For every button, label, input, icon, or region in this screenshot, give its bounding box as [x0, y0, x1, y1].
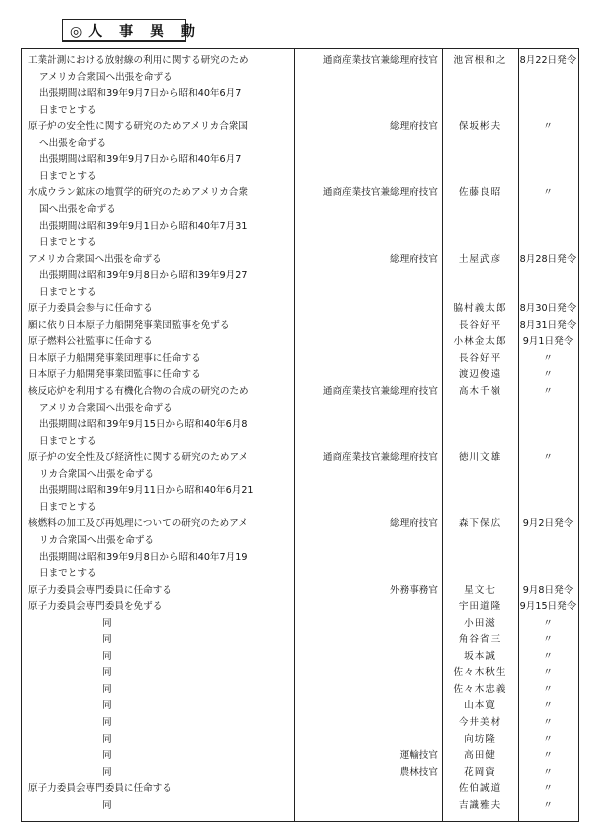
order-text: 同	[102, 766, 112, 778]
person-name: 渡辺俊遠	[458, 369, 502, 381]
issue-date: 8月31日発令	[519, 319, 577, 331]
order-text: 出張期間は昭和39年9月8日から昭和40年7月19	[39, 551, 248, 563]
table-row	[22, 252, 578, 268]
official-title: 外務事務官	[390, 584, 438, 596]
order-text: 同	[102, 683, 112, 695]
official-title: 通商産業技官兼総理府技官	[322, 386, 438, 397]
person-name: 佐々木忠義	[453, 683, 507, 695]
issue-date: 〃	[543, 352, 553, 364]
table-row	[22, 434, 578, 450]
issue-date: 9月15日発令	[519, 601, 577, 613]
person-name: 坂本誠	[464, 650, 496, 662]
order-text: 原子力委員会参与に任命する	[28, 303, 153, 315]
person-name: 徳川文雄	[458, 452, 502, 464]
person-name: 土屋武彦	[458, 253, 502, 265]
order-text: 出張期間は昭和39年9月8日から昭和39年9月27	[39, 270, 248, 282]
person-name: 今井美材	[458, 717, 502, 728]
issue-date: 〃	[543, 187, 553, 199]
order-text: 同	[102, 717, 112, 728]
person-name: 佐伯誠道	[458, 783, 502, 795]
issue-date: 8月22日発令	[519, 55, 577, 66]
person-name: 向坊隆	[464, 733, 496, 745]
person-name: 小田滋	[464, 617, 496, 629]
table-row	[22, 649, 578, 665]
order-text: 原子力委員会専門委員に任命する	[28, 584, 172, 596]
table-row	[22, 632, 578, 648]
order-text: 出張期間は昭和39年9月11日から昭和40年6月21	[39, 485, 254, 497]
issue-date: 9月8日発令	[522, 584, 574, 596]
order-text: 国へ出張を命ずる	[39, 203, 116, 215]
table-row	[22, 566, 578, 582]
issue-date: 9月2日発令	[522, 518, 574, 530]
table-row	[22, 450, 578, 466]
table-row	[22, 765, 578, 781]
order-text: 原子炉の安全性及び経済性に関する研究のためアメ	[28, 452, 249, 464]
order-text: 日までとする	[39, 104, 97, 116]
table-row	[22, 665, 578, 681]
table-row	[22, 599, 578, 615]
order-text: 日までとする	[39, 568, 97, 580]
order-text: 日までとする	[39, 435, 97, 447]
person-name: 角谷省三	[458, 634, 502, 646]
order-text: 同	[102, 650, 112, 662]
order-text: 出張期間は昭和39年9月15日から昭和40年6月8	[39, 419, 248, 431]
order-text: 工業計測における放射線の利用に関する研究のため	[28, 55, 249, 66]
person-name: 佐藤良昭	[458, 187, 502, 199]
order-text: 水成ウラン鉱床の地質学的研究のためアメリカ合衆	[28, 187, 248, 199]
order-text: 同	[102, 750, 112, 762]
person-name: 脇村義太郎	[453, 303, 507, 315]
order-text: 原子燃料公社監事に任命する	[28, 336, 153, 348]
table-row	[22, 351, 578, 367]
issue-date: 〃	[543, 667, 553, 679]
issue-date: 8月30日発令	[519, 303, 577, 315]
order-text: アメリカ合衆国へ出張を命ずる	[39, 71, 173, 83]
order-text: 出張期間は昭和39年9月7日から昭和40年6月7	[39, 154, 242, 166]
table-row	[22, 533, 578, 549]
official-title: 通商産業技官兼総理府技官	[322, 187, 438, 199]
table-row	[22, 401, 578, 417]
table-row	[22, 103, 578, 119]
official-title: 総理府技官	[390, 253, 438, 265]
order-text: 核反応炉を利用する有機化合物の合成の研究のため	[28, 386, 249, 397]
order-text: 日までとする	[39, 501, 97, 513]
table-row	[22, 235, 578, 251]
table-row	[22, 119, 578, 135]
table-row	[22, 516, 578, 532]
order-text: 同	[102, 617, 112, 629]
person-name: 花岡資	[464, 766, 496, 778]
order-text: アメリカ合衆国へ出張を命ずる	[39, 402, 173, 414]
order-text: 同	[102, 667, 112, 679]
order-text: 同	[102, 700, 112, 712]
order-text: 日本原子力船開発事業団理事に任命する	[28, 352, 201, 364]
order-text: 日までとする	[39, 286, 97, 298]
order-text: へ出張を命ずる	[39, 137, 107, 149]
order-text: アメリカ合衆国へ出張を命ずる	[28, 253, 162, 265]
table-row	[22, 781, 578, 797]
table-row	[22, 550, 578, 566]
table-row	[22, 384, 578, 400]
issue-date: 〃	[543, 650, 553, 662]
official-title: 通商産業技官兼総理府技官	[322, 55, 438, 66]
order-text: リカ合衆国へ出張を命ずる	[39, 534, 155, 546]
table-row	[22, 152, 578, 168]
table-row	[22, 268, 578, 284]
table-row	[22, 732, 578, 748]
table-row	[22, 583, 578, 599]
issue-date: 〃	[543, 634, 553, 646]
order-text: 核燃料の加工及び再処理についての研究のためアメ	[28, 518, 248, 530]
order-text: 日本原子力船開発事業団監事に任命する	[28, 369, 201, 381]
issue-date: 〃	[543, 783, 553, 795]
issue-date: 〃	[543, 369, 553, 381]
official-title: 運輸技官	[399, 750, 438, 762]
order-text: 日までとする	[39, 170, 97, 182]
person-name: 池宮根和之	[453, 55, 507, 66]
official-title: 農林技官	[399, 766, 438, 778]
issue-date: 〃	[543, 617, 553, 629]
issue-date: 8月28日発令	[519, 253, 577, 265]
table-row	[22, 500, 578, 516]
order-text: 原子力委員会専門委員を免ずる	[28, 601, 163, 613]
issue-date: 〃	[543, 700, 553, 712]
person-name: 山本寛	[464, 700, 496, 712]
table-row	[22, 53, 578, 69]
issue-date: 〃	[543, 750, 553, 762]
person-name: 宇田道隆	[458, 601, 502, 613]
order-text: 願に依り日本原子力船開発事業団監事を免ずる	[28, 319, 230, 331]
person-name: 高木千嶺	[458, 386, 502, 397]
order-text: 出張期間は昭和39年9月7日から昭和40年6月7	[39, 88, 242, 100]
order-text: 同	[102, 634, 112, 646]
person-name: 星文七	[464, 584, 496, 596]
order-text: 日までとする	[39, 237, 97, 249]
table-row	[22, 698, 578, 714]
table-row	[22, 483, 578, 499]
page-title: ◎人 事 異 動	[70, 24, 201, 40]
official-title: 通商産業技官兼総理府技官	[322, 452, 438, 464]
person-name: 吉識雅夫	[458, 799, 502, 811]
order-text: 原子炉の安全性に関する研究のためアメリカ合衆国	[28, 121, 248, 133]
table-row	[22, 334, 578, 350]
table-row	[22, 285, 578, 301]
issue-date: 〃	[543, 683, 553, 695]
table-row	[22, 185, 578, 201]
person-name: 佐々木秋生	[453, 667, 507, 679]
person-name: 長谷好平	[458, 319, 502, 331]
table-row	[22, 417, 578, 433]
issue-date: 〃	[543, 733, 553, 745]
issue-date: 〃	[543, 717, 553, 728]
table-row	[22, 467, 578, 483]
issue-date: 〃	[543, 386, 553, 397]
issue-date: 〃	[543, 452, 553, 464]
table-row	[22, 301, 578, 317]
person-name: 保坂彬夫	[458, 121, 502, 133]
table-row	[22, 748, 578, 764]
personnel-table	[21, 48, 579, 822]
official-title: 総理府技官	[390, 121, 438, 133]
order-text: 同	[102, 733, 112, 745]
table-row	[22, 202, 578, 218]
table-row	[22, 798, 578, 814]
order-text: リカ合衆国へ出張を命ずる	[39, 468, 155, 480]
person-name: 長谷好平	[458, 352, 502, 364]
table-row	[22, 616, 578, 632]
issue-date: 〃	[543, 121, 553, 133]
table-row	[22, 86, 578, 102]
issue-date: 〃	[543, 799, 553, 811]
table-row	[22, 219, 578, 235]
order-text: 同	[102, 799, 112, 811]
table-row	[22, 136, 578, 152]
person-name: 森下保広	[458, 518, 502, 530]
order-text: 原子力委員会専門委員に任命する	[28, 783, 172, 795]
table-row	[22, 70, 578, 86]
table-row	[22, 682, 578, 698]
issue-date: 〃	[543, 766, 553, 778]
table-row	[22, 169, 578, 185]
official-title: 総理府技官	[390, 518, 438, 530]
table-row	[22, 367, 578, 383]
table-row	[22, 318, 578, 334]
person-name: 小林金太郎	[453, 336, 507, 348]
person-name: 高田健	[464, 750, 496, 762]
issue-date: 9月1日発令	[522, 336, 574, 348]
order-text: 出張期間は昭和39年9月1日から昭和40年7月31	[39, 220, 248, 232]
table-row	[22, 715, 578, 731]
